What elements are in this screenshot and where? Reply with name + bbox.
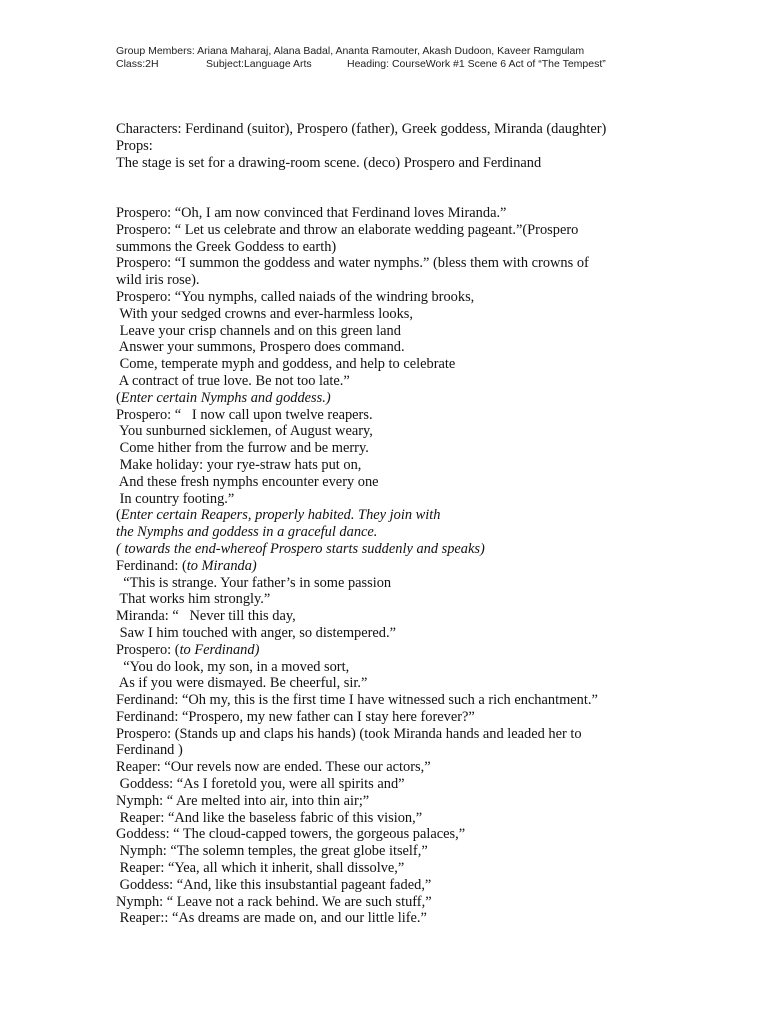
- dialogue-text: Prospero: “You nymphs, called naiads of the windring brooks,: [116, 288, 475, 305]
- script-line: [116, 524, 746, 541]
- stage-direction-text: the Nymphs and goddess in a graceful dance.: [116, 524, 378, 541]
- stage-direction-text: to Miranda): [186, 557, 257, 574]
- dialogue-text: Reaper: “Our revels now are ended. These our actors,”: [116, 759, 431, 776]
- script-line: [116, 390, 746, 407]
- script-line: [116, 289, 746, 306]
- dialogue-text: Ferdinand: “Oh my, this is the first time I have witnessed such a rich enchantment.”: [116, 692, 598, 709]
- dialogue-text: Answer your summons, Prospero does command.: [116, 339, 405, 356]
- script-line: [116, 457, 746, 474]
- script-line: [116, 558, 746, 575]
- dialogue-text: Leave your crisp channels and on this green land: [116, 322, 401, 339]
- script-line: [116, 894, 746, 911]
- stage-direction-text: to Ferdinand): [179, 641, 260, 658]
- dialogue-text: Ferdinand: “Prospero, my new father can I stay here forever?”: [116, 708, 475, 725]
- dialogue-text: Nymph: “ Leave not a rack behind. We are such stuff,”: [116, 893, 432, 910]
- dialogue-text: wild iris rose).: [116, 272, 200, 289]
- dialogue-text: “This is strange. Your father’s in some passion: [116, 574, 392, 591]
- dialogue-text: Reaper:: “As dreams are made on, and our little life.”: [116, 910, 427, 927]
- dialogue-text: Nymph: “The solemn temples, the great globe itself,”: [116, 843, 428, 860]
- dialogue-text: Prospero: “I summon the goddess and water nymphs.” (bless them with crowns of: [116, 255, 589, 272]
- stage-direction-text: Enter certain Nymphs and goddess.): [120, 389, 331, 406]
- script-line: [116, 272, 746, 289]
- dialogue-text: That works him strongly.”: [116, 591, 271, 608]
- script-line: [116, 205, 746, 222]
- script-line: [116, 675, 746, 692]
- dialogue-text: Ferdinand: (: [116, 557, 187, 574]
- dialogue-text: Prospero: (: [116, 641, 180, 658]
- script-line: [116, 910, 746, 927]
- dialogue-text: A contract of true love. Be not too late.”: [116, 372, 350, 389]
- dialogue-text: Goddess: “As I foretold you, were all spirits and”: [116, 776, 405, 793]
- dialogue-text: summons the Greek Goddess to earth): [116, 238, 337, 255]
- script-line: [116, 877, 746, 894]
- script-line: [116, 339, 746, 356]
- script-line: [116, 659, 746, 676]
- script-line: [116, 843, 746, 860]
- dialogue-text: In country footing.”: [116, 490, 235, 507]
- script-line: [116, 440, 746, 457]
- script-line: [116, 625, 746, 642]
- dialogue-text: Goddess: “And, like this insubstantial pageant faded,”: [116, 876, 432, 893]
- script-line: [116, 810, 746, 827]
- dialogue-text: Nymph: “ Are melted into air, into thin air;”: [116, 792, 370, 809]
- script-line: [116, 608, 746, 625]
- heading-label: Heading: CourseWork #1 Scene 6 Act of “The Tempest”: [347, 58, 606, 70]
- dialogue-text: Make holiday: your rye-straw hats put on,: [116, 456, 362, 473]
- stage-setting-line: The stage is set for a drawing-room scene. (deco) Prospero and Ferdinand: [116, 154, 542, 171]
- props-line: Props:: [116, 137, 153, 154]
- dialogue-text: Prospero: (Stands up and claps his hands) (took Miranda hands and leaded her to: [116, 725, 582, 742]
- dialogue-text: As if you were dismayed. Be cheerful, sir.”: [116, 675, 368, 692]
- characters-line: Characters: Ferdinand (suitor), Prospero (father), Greek goddess, Miranda (daughter): [116, 121, 607, 137]
- dialogue-text: And these fresh nymphs encounter every one: [116, 473, 379, 490]
- script-line: [116, 323, 746, 340]
- script-line: [116, 222, 746, 239]
- dialogue-text: “You do look, my son, in a moved sort,: [116, 658, 350, 675]
- script-dialogue: [116, 205, 746, 927]
- dialogue-text: (: [116, 389, 121, 406]
- dialogue-text: Prospero: “ Let us celebrate and throw an elaborate wedding pageant.”(Prospero: [116, 221, 579, 238]
- script-line: [116, 491, 746, 508]
- class-subject-heading-line: [116, 57, 606, 127]
- script-line: [116, 591, 746, 608]
- script-line: [116, 423, 746, 440]
- script-line: [116, 239, 746, 256]
- document-body: [116, 121, 746, 927]
- dialogue-text: You sunburned sicklemen, of August weary,: [116, 423, 373, 440]
- class-label: Class:2H: [116, 58, 159, 70]
- dialogue-text: Come hither from the furrow and be merry.: [116, 440, 369, 457]
- script-line: [116, 776, 746, 793]
- script-line: [116, 507, 746, 524]
- script-line: [116, 826, 746, 843]
- script-line: [116, 575, 746, 592]
- script-line: [116, 726, 746, 743]
- dialogue-text: Ferdinand ): [116, 742, 183, 759]
- script-line: [116, 541, 746, 558]
- script-line: [116, 709, 746, 726]
- stage-direction-text: ( towards the end-whereof Prospero starts suddenly and speaks): [116, 540, 485, 557]
- script-line: [116, 356, 746, 373]
- script-line: [116, 474, 746, 491]
- dialogue-text: Prospero: “ I now call upon twelve reapers.: [116, 406, 373, 423]
- dialogue-text: Goddess: “ The cloud-capped towers, the gorgeous palaces,”: [116, 826, 466, 843]
- dialogue-text: With your sedged crowns and ever-harmless looks,: [116, 305, 414, 322]
- stage-direction-text: Enter certain Reapers, properly habited. They join with: [120, 507, 441, 524]
- dialogue-text: Miranda: “ Never till this day,: [116, 608, 296, 625]
- script-line: [116, 759, 746, 776]
- dialogue-text: Reaper: “Yea, all which it inherit, shall dissolve,”: [116, 860, 405, 877]
- script-line: [116, 860, 746, 877]
- dialogue-text: Prospero: “Oh, I am now convinced that Ferdinand loves Miranda.”: [116, 204, 507, 221]
- script-line: [116, 692, 746, 709]
- dialogue-text: Saw I him touched with anger, so distempered.”: [116, 624, 396, 641]
- paragraph-gap: [116, 171, 746, 205]
- subject-label: Subject:Language Arts: [206, 58, 312, 70]
- script-line: [116, 373, 746, 390]
- script-line: [116, 642, 746, 659]
- dialogue-text: (: [116, 507, 121, 524]
- script-line: [116, 255, 746, 272]
- group-members-line: Group Members: Ariana Maharaj, Alana Badal, Ananta Ramouter, Akash Dudoon, Kaveer Ramgulam: [116, 45, 585, 57]
- script-line: [116, 742, 746, 759]
- script-line: [116, 793, 746, 810]
- dialogue-text: Reaper: “And like the baseless fabric of this vision,”: [116, 809, 423, 826]
- dialogue-text: Come, temperate myph and goddess, and help to celebrate: [116, 356, 456, 373]
- script-line: [116, 306, 746, 323]
- script-line: [116, 407, 746, 424]
